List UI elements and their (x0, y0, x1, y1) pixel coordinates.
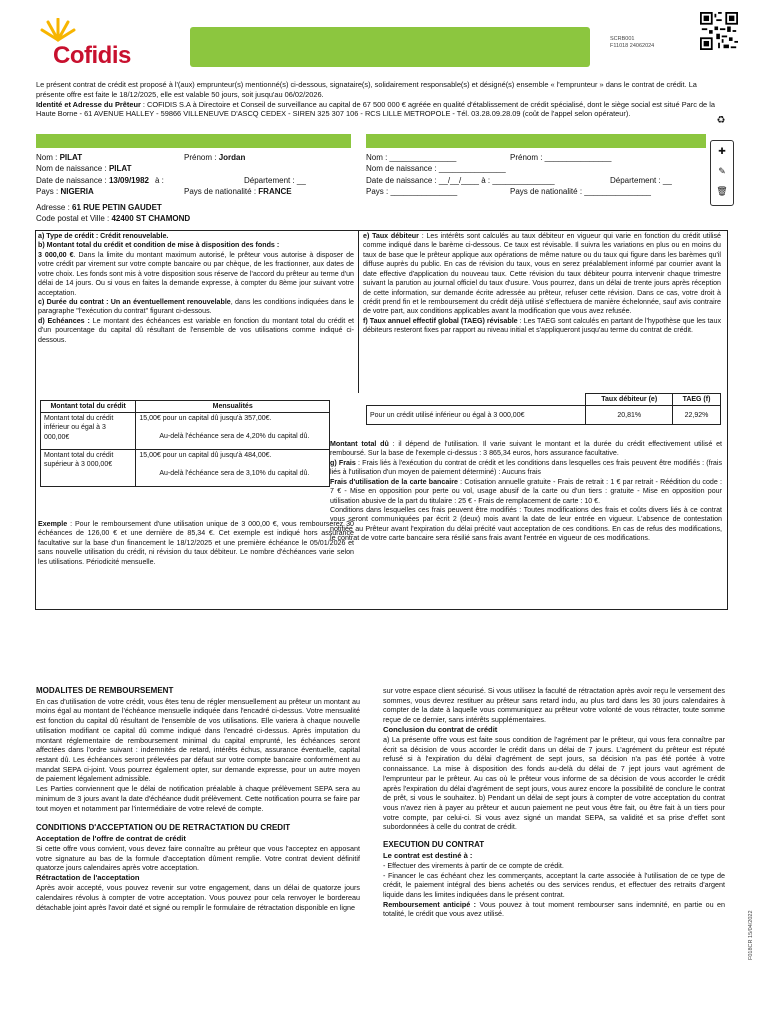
credit-amount-text: 3 000,00 €. Dans la limite du montant maximum autorisé, le prêteur vous autorise à disposer de votre crédit par virement sur votre compte bancaire ou par chèque, de les fractionner, aux dates de votre choix. Les fonds sont mis à votre disposition sous réserve de l'accord du prêteur au terme d'un délai de 14 jours. Ou si vous en faites la demande expresse, à compter du 8ème jour suivant votre acceptation. (38, 250, 354, 297)
offer-acceptance-title: Acceptation de l'offre de contrat de crédit (36, 833, 186, 843)
borrower1-city: Code postal et Ville : 42400 ST CHAMOND (36, 214, 191, 223)
credit-details-right (363, 232, 721, 336)
table-row: Montant total du crédit supérieur à 3 000,00€ 15,00€ pour un capital dû jusqu'à 484,00€. Au-delà l'échéance sera de 3,10% du capital dû. (41, 450, 330, 487)
contract-duration: c) Durée du contrat : Un an éventuellement renouvelable, dans les conditions indiquées dans le paragraphe "l'exécution du contrat" figurant ci-dessous. (38, 297, 354, 316)
credit-amount-title: b) Montant total du crédit et condition de mise à disposition des fonds : (38, 241, 280, 250)
purpose-item: - Financer le cas échéant chez les commerçants, acceptant la carte associée à l'utilisation de ce type de crédit, le paiement intégral des biens achetés ou des services rendus, et effectuer des retraits d'argent liquide dans les limites indiquées dans le présent contrat. (383, 870, 725, 900)
table-header: Montant total du crédit (41, 401, 136, 413)
installments-table (40, 400, 330, 487)
borrower1-nationality: Pays de nationalité : FRANCE (184, 187, 292, 196)
column-divider (358, 230, 359, 393)
table-row: Pour un crédit utilisé inférieur ou égal à 3 000,00€ 20,81% 22,92% (367, 406, 721, 425)
conclusion-title: Conclusion du contrat de crédit (383, 724, 498, 734)
withdrawal-title: Rétractation de l'acceptation (36, 873, 140, 883)
taeg: f) Taux annuel effectif global (TAEG) révisable : Les TAEG sont calculés en partant de l'hypothèse que les taux débiteurs resteront fixes par rapport au niveau initial et s'appliqueront jusqu'au terme du contrat de crédit. (363, 316, 721, 335)
brand-name: Cofidis (53, 42, 131, 69)
total-due: Montant total dû : il dépend de l'utilisation. Il varie suivant le montant et la durée du crédit effectivement utilisé et remboursé. Sur la base de l'exemple ci-dessus : 3 865,34 euros, hors assurance facultative. (330, 440, 722, 458)
borrower1-birth-name: Nom de naissance : PILAT (36, 164, 132, 173)
qr-code-icon (700, 12, 738, 50)
fee-conditions: Conditions dans lesquelles ces frais peuvent être modifiés : Toutes modifications des frais et coûts divers liés à ce contrat vous seront communiquées par écrit 2 (deux) mois avant la date de leur entrée en vigueur. L'absence de contestation notifiée au Prêteur avant l'expiration du délai précité vaut acceptation de ces conditions. En cas de refus des modifications, le contrat de votre carte bancaire sera résilié sans frais avant l'entrée en vigueur de ces modifications. (330, 505, 722, 543)
purpose-item: - Effectuer des virements à partir de ce compte de crédit. (383, 860, 564, 870)
borrower1-prenom: Prénom : Jordan (184, 153, 246, 162)
borrower2-nationality[interactable]: Pays de nationalité : _______________ (510, 187, 652, 196)
borrower2-birth-date[interactable]: Date de naissance : __/__/____ à : ______________ (366, 176, 555, 185)
borrower2-country[interactable]: Pays : _______________ (366, 187, 458, 196)
borrower1-address: Adresse : 61 RUE PETIN GAUDET (36, 203, 162, 212)
lender-identity: Identité et Adresse du Prêteur : COFIDIS S.A à Directoire et Conseil de surveillance au capital de 67 500 000 € agréée en qualité d'établissement de crédit spécialisé, dont le siège social est situé Parc de la Haute Borne - 61 AVENUE HALLEY - 59866 VILLENEUVE D'ASCQ CEDEX - SIREN 325 307 106 - RCS LILLE METROPOLE - Tél. 03.28.09.28.09 (coût de l'appel selon opérateur). (36, 99, 715, 119)
card-fees: Frais d'utilisation de la carte bancaire : Cotisation annuelle gratuite - Frais de retrait : 1 € par retrait - Réédition du code : 7 € - Mise en opposition pour perte ou vol, usage abusif de la carte ou d'un tiers : gratuite - Mise en opposition pour utilisation abusive de la part du titulaire : 25 € - Frais de remplacement de carte : 10 €. (330, 477, 722, 505)
borrower2-birth-name[interactable]: Nom de naissance : _______________ (366, 164, 506, 173)
intro-block (36, 80, 726, 119)
intro-paragraph: Le présent contrat de crédit est proposé à l'(aux) emprunteur(s) mentionné(s) ci-dessous, signataire(s), solidairement responsable(s) et désigné(s) ensemble « l'emprunteur » dans le contrat de crédit. La présente offre est faite le 18/12/2025, elle est valable 50 jours, soit jusqu'au 06/02/2026. (36, 80, 697, 99)
credit-details-left (38, 232, 354, 345)
credit-type: a) Type de crédit : Crédit renouvelable. (38, 232, 169, 240)
purpose-title: Le contrat est destiné à : (383, 850, 473, 860)
borrower1-country: Pays : NIGERIA (36, 187, 94, 196)
borrower1-birth-date: Date de naissance : 13/09/1982 à : (36, 176, 164, 185)
execution-title: EXECUTION DU CONTRAT (383, 840, 485, 850)
offer-acceptance-text: Si cette offre vous convient, vous devez faire connaître au prêteur que vous l'acceptez en apposant votre signature au bas de la formule d'acceptation dûment remplie. Votre contrat devient définitif quatorze jours calendaires après votre acceptation. (36, 843, 360, 873)
table-header: Taux débiteur (e) (586, 394, 673, 406)
repayment-p2: Les Parties conviennent que le délai de notification préalable à chaque prélèvement SEPA sera au minimum de 3 jours avant la date d'échéance dudit prélèvement. Cette notification pourra se faire par tout moyen et notamment par l'intermédiaire de votre relevé de compte. (36, 784, 360, 813)
withdrawal-continued: sur votre espace client sécurisé. Si vous utilisez la faculté de rétractation après avoir reçu le versement des sommes, vous devrez restituer au prêteur sans retard indu, au plus tard dans les 30 jours calendaires à compter de la date à laquelle vous communiquez au prêteur votre volonté de vous rétracter, toute somme reçue de ce dernier, sans intérêts supplémentaires. (383, 686, 725, 725)
triman-icon: ✚ ✎ 🗑 (710, 140, 734, 206)
borrower1-nom: Nom : PILAT (36, 153, 83, 162)
borrower2-department[interactable]: Département : __ (610, 176, 672, 185)
borrower2-nom[interactable]: Nom : _______________ (366, 153, 457, 162)
borrower1-header-bar (36, 134, 351, 148)
cofidis-logo (36, 18, 146, 68)
table-header: Mensualités (136, 401, 330, 413)
installments: d) Echéances : Le montant des échéances est variable en fonction du montant total du crédit et d'un pourcentage du capital dû résultant de l'ensemble de vos utilisations comme indiqué ci-dessous. (38, 316, 354, 344)
recycling-icon: ♻ (716, 115, 726, 126)
margin-code: F018CR 15/04/2022 (748, 910, 754, 960)
table-row: Montant total du crédit inférieur ou égal à 3 000,00€ 15,00€ pour un capital dû jusqu'à 357,00€. Au-delà l'échéance sera de 4,20% du capital dû. (41, 413, 330, 450)
borrower2-prenom[interactable]: Prénom : _______________ (510, 153, 612, 162)
conclusion-text: a) La présente offre vous est faite sous condition de l'agrément par le prêteur, qui vous fera connaître par écrit sa décision de vous accorder le crédit dans un délai de 7 jours. L'agrément du prêteur est réputé refusé si à l'expiration du délai d'agrément de sept jours, sa décision n'a pas été portée à votre connaissance. La mise à disposition des fonds au-delà du délai de 7 jept jours vaut agrément de l'emprunteur par le prêteur. Au cas où le prêteur vous informe de sa décision de vous accorder le crédit après l'expiration du délai d'agrément de sept jours, vous aurez encore la possibilité de conclure le contrat de prêt, si vous le souhaitez. b) Pendant un délai de sept jours à compter de votre acceptation du contrat vous n'avez rien à payer au prêteur et aucun paiement ne peut vous être fait, ou être fait à un tiers pour votre compte, par celui-ci. Si vous avez signé un mandat SEPA, sa validité et sa prise d'effet sont subordonnées à celle du contrat de crédit. (383, 734, 725, 832)
header-banner (190, 27, 590, 67)
withdrawal-text: Après avoir accepté, vous pouvez revenir sur votre engagement, dans un délai de quatorze jours calendaires révolus à compter de votre acceptation. Vous pouvez pour cela renvoyer le bordereau détachable joint après l'avoir daté et signé ou remplir le formulaire de rétractation disponible en ligne (36, 883, 360, 912)
borrower2-header-bar (366, 134, 706, 148)
repayment-p1: En cas d'utilisation de votre crédit, vous êtes tenu de régler mensuellement au prêteur un montant au moins égal au montant de l'échéance mensuelle indiquée dans l'encadré ci-dessus. Votre mensualité est fonction du capital dû résultant de l'ensemble de vos utilisations. Elle variera à chaque nouvelle utilisation modifiant ce capital dû comme indiqué dans l'encadré ci-dessus. Après imputation du montant réglementaire de remboursement minimal du capital emprunté, les échéances seront affectées dans l'ordre suivant : indemnités de retard, intérêts échus, assurance éventuelle, capital restant dû. Les échéances seront prélevées par défaut sur votre compte bancaire conformément au mandat SEPA ci-joint. Vous pourrez également opter, sur demande expresse, pour un autre moyen de paiement légalement admissible. (36, 696, 360, 784)
repayment-title: MODALITES DE REMBOURSEMENT (36, 686, 174, 695)
acceptance-title: CONDITIONS D'ACCEPTATION OU DE RETRACTATION DU CREDIT (36, 823, 291, 833)
rates-table (366, 393, 721, 425)
example-text: Exemple : Pour le remboursement d'une utilisation unique de 3 000,00 €, vous rembourserez 30 échéances de 126,00 € et une dernière de 85,34 €. Cet exemple est indiqué hors assurance facultative sur la base d'un financement le 18/12/2025 et une première échéance le 05/01/2026 et sans nouvelle utilisation du crédit, ni révision du taux débiteur. Le nombre d'échéances varie selon les utilisations. Périodicité mensuelle. (38, 520, 354, 566)
fees: g) Frais : Frais liés à l'exécution du contrat de crédit et les conditions dans lesquelles ces frais peuvent être modifiés : (frais liés à l'utilisation d'un moyen de paiement déterminé) : Aucuns frais (330, 458, 722, 477)
borrower1-department: Département : __ (244, 176, 306, 185)
bottom-left-section (36, 686, 360, 912)
document-reference: SCRB001 F11018 24062024 (610, 36, 655, 49)
fees-block (330, 440, 722, 544)
bottom-right-section (383, 686, 725, 919)
table-header: TAEG (f) (673, 394, 721, 406)
debit-rate: e) Taux débiteur : Les intérêts sont calculés au taux débiteur en vigueur qui varie en fonction du crédit utilisé comme indiqué dans le barème ci-dessous. Ce taux est révisable. Il suivra les variations en plus ou en moins du taux de base que le prêteur applique aux opérations de même nature ou du taux qui figure dans les barèmes qu'il diffuse auprès du public. En cas de révision du taux, vous en serez préalablement informé par courrier avant la date effective d'application du nouveau taux. Cette révision du taux débiteur pourra intervenir chaque trimestre suivant la parution au journal officiel du taux d'usure. Vous pourrez, dans un délai de trente jours après réception de cette information, sur demande écrite adressée au prêteur, refuser cette révision. Dans ce cas, votre droit à crédit prend fin et le remboursement du crédit déjà utilisé s'effectuera de manière échelonnée, sauf avis contraire de votre part, aux conditions applicables avant la modification que vous avez refusée. (363, 232, 721, 316)
early-repayment: Remboursement anticipé : Vous pouvez à tout moment rembourser sans indemnité, en partie ou en totalité, le crédit que vous avez utilisé. (383, 899, 725, 919)
